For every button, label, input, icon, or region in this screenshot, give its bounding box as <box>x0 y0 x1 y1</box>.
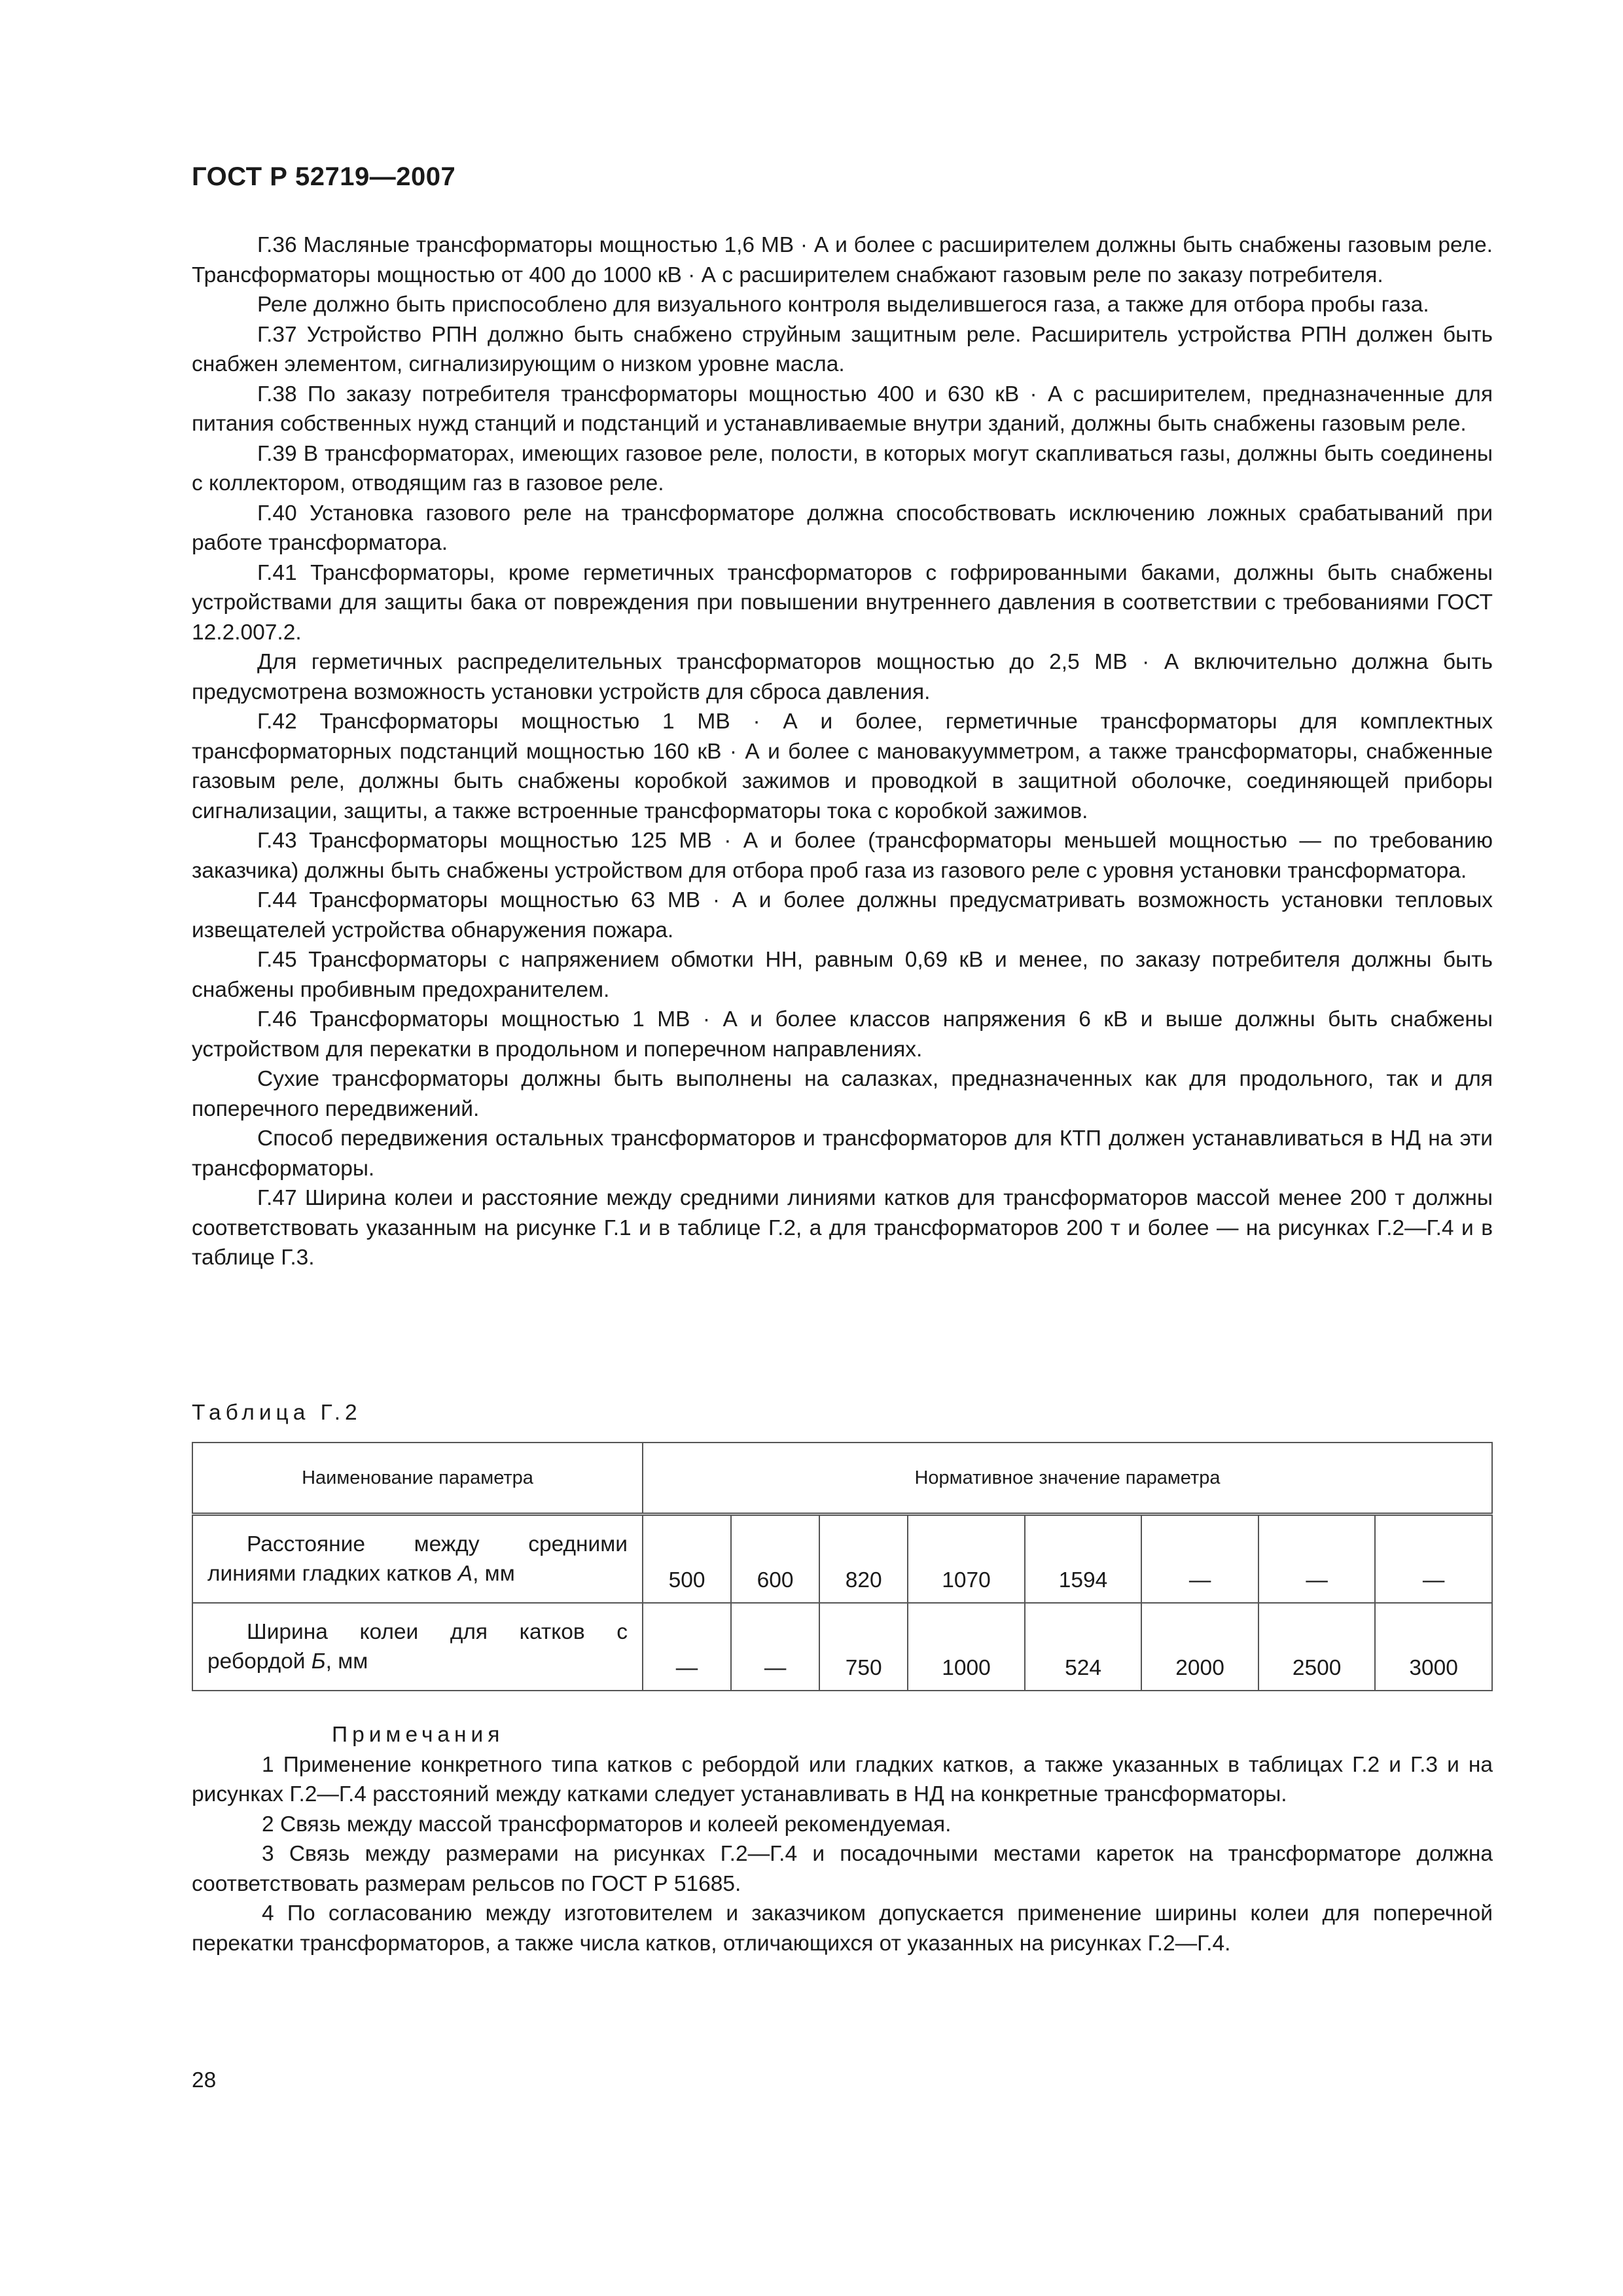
parameters-table <box>192 1442 1493 1691</box>
paragraph-g41: Г.41 Трансформаторы, кроме герметичных трансформаторов с гофрированными баками, должны быть снабжены устройствами для защиты бака от повреждения при повышении внутреннего давления в соответствии с требованиями ГОСТ 12.2.007.2. <box>192 560 1493 645</box>
table-cell: 2500 <box>1258 1603 1376 1691</box>
table-cell: 500 <box>643 1515 731 1604</box>
row-name-text: Ширина колеи для катков с ребордой <box>207 1620 628 1674</box>
table-row <box>192 1515 1492 1604</box>
paragraph-dry-transformers: Сухие трансформаторы должны быть выполнены на салазках, предназначенных как для продольного, так и для поперечного передвижений. <box>192 1067 1493 1121</box>
table-caption: Таблица Г.2 <box>192 1401 362 1425</box>
row-name-symbol: А <box>457 1562 473 1586</box>
table-cell: — <box>1258 1515 1376 1604</box>
paragraph-movement-method: Способ передвижения остальных трансформаторов и трансформаторов для КТП должен устанавливаться в НД на эти трансформаторы. <box>192 1126 1493 1181</box>
note-item: 2 Связь между массой трансформаторов и колеей рекомендуемая. <box>262 1812 952 1837</box>
body-text <box>192 230 1493 1273</box>
table-cell: — <box>643 1603 731 1691</box>
page-number: 28 <box>192 2068 217 2092</box>
paragraph-g43: Г.43 Трансформаторы мощностью 125 МВ · А и более (трансформаторы меньшей мощностью — по требованию заказчика) должны быть снабжены устройством для отбора проб газа из газового реле с уровня установки трансформатора. <box>192 829 1493 883</box>
table-cell: 2000 <box>1141 1603 1258 1691</box>
paragraph-relay-visual-control: Реле должно быть приспособлено для визуального контроля выделившегося газа, а также для отбора пробы газа. <box>257 293 1429 317</box>
table-cell: 1594 <box>1025 1515 1142 1604</box>
paragraph-g47: Г.47 Ширина колеи и расстояние между средними линиями катков для трансформаторов массой менее 200 т должны соответствовать указанным на рисунке Г.1 и в таблице Г.2, а для трансформаторов 200 т и более — на рисунках Г.2—Г.4 и в таблице Г.3. <box>192 1186 1493 1270</box>
note-item: 1 Применение конкретного типа катков с ребордой или гладких катков, а также указанных в таблицах Г.2 и Г.3 и на рисунках Г.2—Г.4 расстояний между катками следует устанавливать в НД на конкретные трансформаторы. <box>192 1752 1493 1806</box>
table-cell: — <box>731 1603 819 1691</box>
note-item: 3 Связь между размерами на рисунках Г.2—Г.4 и посадочными местами кареток на трансформаторе должна соответствовать размерам рельсов по ГОСТ Р 51685. <box>192 1842 1493 1896</box>
table-cell: 524 <box>1025 1603 1142 1691</box>
table-cell: — <box>1141 1515 1258 1604</box>
row-name-distance <box>192 1515 643 1604</box>
table-cell: 3000 <box>1375 1603 1492 1691</box>
table-cell: 750 <box>819 1603 908 1691</box>
header-normative-value: Нормативное значение параметра <box>643 1443 1492 1515</box>
paragraph-sealed-transformers: Для герметичных распределительных трансформаторов мощностью до 2,5 МВ · А включительно должна быть предусмотрена возможность установки устройств для сброса давления. <box>192 650 1493 704</box>
paragraph-g39: Г.39 В трансформаторах, имеющих газовое реле, полости, в которых могут скапливаться газы, должны быть соединены с коллектором, отводящим газ в газовое реле. <box>192 441 1493 495</box>
table-cell: 1070 <box>908 1515 1025 1604</box>
table-header-row <box>192 1443 1492 1515</box>
paragraph-g42: Г.42 Трансформаторы мощностью 1 МВ · А и более, герметичные трансформаторы для комплектных трансформаторных подстанций мощностью 160 кВ · А и более с мановакуумметром, а также трансформаторы, снабженные газовым реле, должны быть снабжены коробкой зажимов и проводкой в защитной оболочке, соединяющей приборы сигнализации, защиты, а также встроенные трансформаторы тока с коробкой зажимов. <box>192 709 1493 823</box>
paragraph-g37: Г.37 Устройство РПН должно быть снабжено струйным защитным реле. Расширитель устройства РПН должен быть снабжен элементом, сигнализирующим о низком уровне масла. <box>192 322 1493 376</box>
paragraph-g40: Г.40 Установка газового реле на трансформаторе должна способствовать исключению ложных срабатываний при работе трансформатора. <box>192 501 1493 555</box>
paragraph-g44: Г.44 Трансформаторы мощностью 63 МВ · А и более должны предусматривать возможность установки тепловых извещателей устройства обнаружения пожара. <box>192 888 1493 942</box>
paragraph-g46: Г.46 Трансформаторы мощностью 1 МВ · А и более классов напряжения 6 кВ и выше должны быть снабжены устройством для перекатки в продольном и поперечном направлениях. <box>192 1007 1493 1062</box>
row-name-unit: , мм <box>325 1649 368 1674</box>
header-parameter-name: Наименование параметра <box>192 1443 643 1515</box>
row-name-text: Расстояние между средними линиями гладких катков <box>207 1532 628 1586</box>
row-name-track-width <box>192 1603 643 1691</box>
notes-title: Примечания <box>332 1723 505 1747</box>
row-name-unit: , мм <box>473 1562 515 1586</box>
row-name-symbol: Б <box>311 1649 326 1674</box>
notes-section <box>192 1720 1493 1958</box>
table-row <box>192 1603 1492 1691</box>
table-cell: 1000 <box>908 1603 1025 1691</box>
table-cell: 600 <box>731 1515 819 1604</box>
paragraph-g38: Г.38 По заказу потребителя трансформаторы мощностью 400 и 630 кВ · А с расширителем, предназначенные для питания собственных нужд станций и подстанций и устанавливаемые внутри зданий, должны быть снабжены газовым реле. <box>192 382 1493 436</box>
paragraph-g36: Г.36 Масляные трансформаторы мощностью 1,6 МВ · А и более с расширителем должны быть снабжены газовым реле. Трансформаторы мощностью от 400 до 1000 кВ · А с расширителем снабжают газовым реле по заказу потребителя. <box>192 233 1493 287</box>
table-cell: — <box>1375 1515 1492 1604</box>
document-code-header: ГОСТ Р 52719—2007 <box>192 162 456 191</box>
table-cell: 820 <box>819 1515 908 1604</box>
paragraph-g45: Г.45 Трансформаторы с напряжением обмотки НН, равным 0,69 кВ и менее, по заказу потребителя должны быть снабжены пробивным предохранителем. <box>192 948 1493 1002</box>
note-item: 4 По согласованию между изготовителем и заказчиком допускается применение ширины колеи для поперечной перекатки трансформаторов, а также числа катков, отличающихся от указанных на рисунках Г.2—Г.4. <box>192 1901 1493 1956</box>
